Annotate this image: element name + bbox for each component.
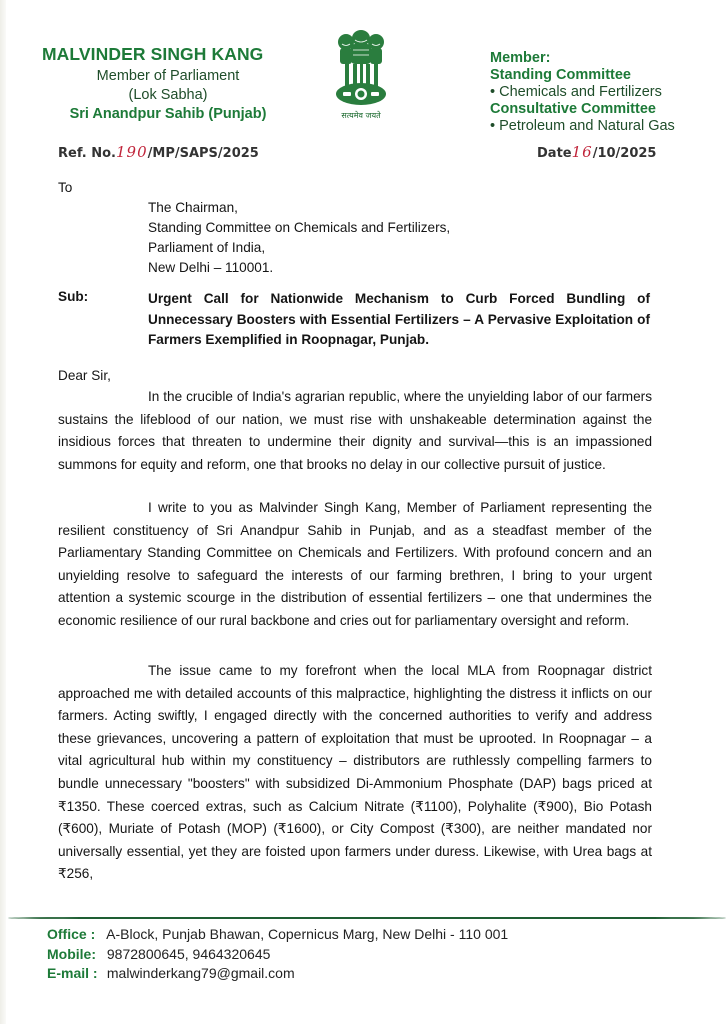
- national-emblem: [330, 28, 392, 126]
- email-row: [47, 964, 508, 984]
- address-line: Parliament of India,: [148, 240, 266, 255]
- mobile-numbers: 9872800645, 9464320645: [106, 945, 271, 962]
- mp-constituency: Sri Anandpur Sahib (Punjab): [69, 106, 267, 122]
- paragraph-text: The issue came to my forefront when the local MLA from Roopnagar district approached me with detailed accounts of this malpractice, highlighting the distress it inflicts on our farmers. Acting swiftly, I engaged directly with the concerned authorities to verify and address these grievances, uncovering a pattern of exploitation that must be uprooted. In Roopnagar – a vital agricultural hub within my constituency – distributors are ruthlessly compelling farmers to bundle unnecessary "boosters" with subsidized Di-Ammonium Phosphate (DAP) bags priced at ₹1350. These coerced extras, such as Calcium Nitrate (₹1100), Polyhalite (₹900), Bio Potash (₹600), Muriate of Potash (MOP) (₹1600), or City Compost (₹300), are neither mandated nor universally essential, yet they are foisted upon farmers under duress. Likewise, with Urea bags at ₹256,: [58, 663, 652, 882]
- mobile-label: Mobile:: [47, 945, 96, 962]
- body-paragraph: [58, 497, 652, 633]
- member-label: Member:: [490, 50, 551, 66]
- mp-title: Member of Parliament: [96, 68, 240, 84]
- subject-label: Sub:: [58, 289, 89, 304]
- letter-date: [537, 143, 656, 161]
- address-line: New Delhi – 110001.: [148, 260, 274, 275]
- contact-footer: [47, 925, 508, 984]
- committee-item: • Petroleum and Natural Gas: [490, 118, 675, 134]
- committee-heading: Consultative Committee: [490, 101, 656, 117]
- mp-house: (Lok Sabha): [128, 87, 208, 103]
- office-row: [47, 925, 508, 945]
- emblem-motto: सत्यमेव जयते: [341, 111, 381, 120]
- body-paragraph: [58, 660, 652, 886]
- committee-memberships: [490, 50, 710, 135]
- committee-item: • Chemicals and Fertilizers: [490, 84, 662, 100]
- salutation: Dear Sir,: [58, 368, 111, 383]
- address-line: Standing Committee on Chemicals and Fertilizers,: [148, 220, 451, 235]
- to-label: To: [58, 180, 73, 195]
- date-prefix: Date: [537, 146, 572, 161]
- office-address: A-Block, Punjab Bhawan, Copernicus Marg, New Delhi - 110 001: [106, 926, 509, 942]
- national-emblem-icon: [333, 28, 389, 110]
- reference-number: [58, 143, 259, 161]
- email-label: E-mail :: [47, 965, 98, 981]
- recipient-address: [148, 198, 450, 278]
- email-address[interactable]: malwinderkang79@gmail.com: [106, 965, 295, 981]
- body-paragraph: [58, 386, 652, 476]
- letterhead-identity: [42, 44, 288, 124]
- footer-divider: [8, 917, 726, 919]
- paragraph-text: In the crucible of India's agrarian republic, where the unyielding labor of our farmers sustains the lifeblood of our nation, we must rise with unshakeable determination against the insidious forces that threaten to undermine their dignity and survival—this is an impassioned summons for equity and reform, one that brooks no delay in our collective pursuit of justice.: [58, 389, 652, 472]
- date-suffix: /10/2025: [592, 146, 657, 161]
- ref-handwritten-number: 190: [116, 143, 148, 161]
- office-label: Office :: [47, 926, 96, 942]
- ref-suffix: /MP/SAPS/2025: [147, 146, 259, 161]
- committee-heading: Standing Committee: [490, 67, 631, 83]
- date-handwritten-day: 16: [571, 143, 593, 161]
- page-edge: [0, 0, 6, 1024]
- address-line: The Chairman,: [148, 200, 238, 215]
- paragraph-text: I write to you as Malvinder Singh Kang, Member of Parliament representing the resilient constituency of Sri Anandpur Sahib in Punjab, and as a steadfast member of the Parliamentary Standing Committee on Chemicals and Fertilizers. With profound concern and an unyielding resolve to safeguard the interests of our farming brethren, I bring to your urgent attention a systemic scourge in the distribution of essential fertilizers – one that undermines the economic resilience of our rural backbone and cries out for parliamentary oversight and reform.: [58, 500, 652, 628]
- ref-prefix: Ref. No.: [58, 146, 116, 161]
- subject-text: Urgent Call for Nationwide Mechanism to Curb Forced Bundling of Unnecessary Boosters with Essential Fertilizers – A Pervasive Exploitation of Farmers Exemplified in Roopnagar, Punjab.: [148, 291, 650, 347]
- mobile-row: [47, 945, 508, 965]
- mp-name: MALVINDER SINGH KANG: [42, 44, 264, 64]
